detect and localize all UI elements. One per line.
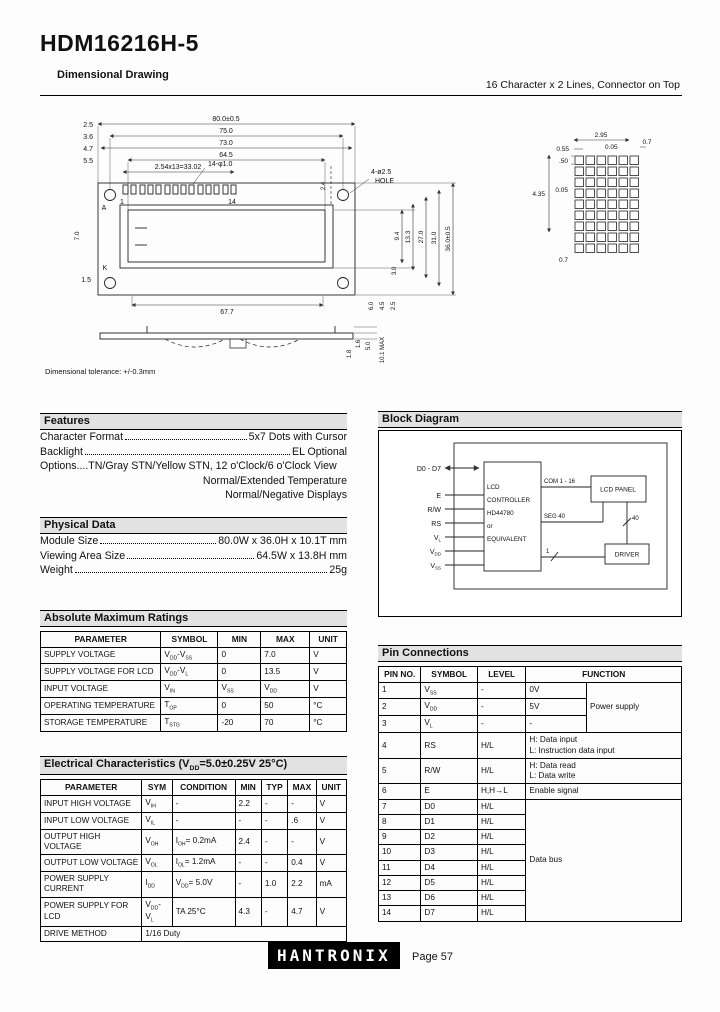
table-cell: 0V	[526, 682, 587, 699]
physical-data-title: Physical Data	[40, 517, 347, 534]
dim-bottom-width: 67.7	[220, 309, 234, 316]
features-section	[40, 413, 347, 503]
dimensional-drawing	[35, 100, 695, 400]
physical-label: Module Size	[40, 535, 99, 547]
table-cell: 0	[218, 698, 261, 715]
header-cell: MAX	[288, 780, 316, 796]
detail-dot-gap-h: 0.05	[605, 144, 618, 151]
table-row	[41, 780, 347, 796]
side-dim-1: 1.6	[356, 339, 362, 349]
table-cell: H/L	[477, 875, 525, 890]
table-cell: $V_{IN}$	[161, 681, 218, 698]
table-cell: 2.2	[288, 872, 316, 898]
table-row	[41, 715, 347, 732]
table-cell: $V_{OL}$	[142, 855, 172, 872]
abs-max-table	[40, 631, 347, 732]
table-cell: -	[261, 812, 287, 829]
table-cell: V	[316, 812, 346, 829]
table-cell: -	[172, 812, 235, 829]
header-cell: PARAMETER	[41, 632, 161, 648]
signal-vdd: $V_{DD}$	[429, 549, 441, 557]
block-diagram-labels	[417, 466, 640, 571]
table-cell: 13.5	[261, 664, 310, 681]
table-cell: 50	[261, 698, 310, 715]
table-cell: $I_{OL}= 1.2mA$	[172, 855, 235, 872]
controller-line-5: EQUIVALENT	[487, 536, 527, 543]
physical-label: Viewing Area Size	[40, 549, 126, 562]
table-cell: 4	[379, 733, 421, 759]
table-cell: E	[421, 784, 478, 799]
table-cell: Data bus	[526, 799, 682, 921]
electrical-title: Electrical Characteristics ($V_{DD}=5.0\pm 0.25V$ 25°C)	[40, 756, 347, 775]
table-cell: -	[235, 855, 261, 872]
table-cell: V	[310, 664, 347, 681]
table-cell: 9	[379, 830, 421, 845]
table-cell: D5	[421, 875, 478, 890]
table-row	[379, 733, 682, 759]
left-dim-2: 3.6	[83, 134, 93, 141]
table-cell: INPUT VOLTAGE	[41, 681, 161, 698]
dim-hole-width: 75.0	[219, 128, 233, 135]
table-cell: -20	[218, 715, 261, 732]
header-right-note: 16 Character x 2 Lines, Connector on Top	[485, 79, 680, 91]
abs-max-title: Absolute Maximum Ratings	[40, 610, 347, 627]
table-row	[41, 647, 347, 664]
table-cell: 7.0	[261, 647, 310, 664]
header-cell: PIN NO.	[379, 667, 421, 683]
right-dim-4: 31.0	[431, 231, 438, 245]
table-cell: 70	[261, 715, 310, 732]
physical-value: 25g	[329, 564, 347, 577]
table-cell: D6	[421, 891, 478, 906]
table-cell: H: Data input L: Instruction data input	[526, 733, 682, 759]
dim-pin-pitch: 2.54x13=33.02	[154, 164, 202, 171]
lcd-panel-label: LCD PANEL	[600, 486, 636, 494]
table-cell: $V_{OH}$	[142, 829, 172, 855]
table-cell: V	[310, 647, 347, 664]
table-cell: H/L	[477, 860, 525, 875]
signal-vl: $V_L$	[433, 535, 441, 543]
table-cell: °C	[310, 715, 347, 732]
header-cell: SYMBOL	[421, 667, 478, 683]
table-row	[379, 799, 682, 814]
table-cell: POWER SUPPLY FOR LCD	[41, 897, 142, 926]
table-row	[41, 829, 347, 855]
side-dim-2: 5.0	[366, 341, 372, 351]
table-cell: $V_{SS}$	[421, 682, 478, 699]
header-rule	[40, 95, 682, 96]
table-cell: -	[477, 682, 525, 699]
table-cell: $V_{DD}= 5.0V$	[172, 872, 235, 898]
signal-d0-d7: D0 - D7	[416, 466, 441, 473]
detail-char-gap-h: 0.7	[642, 139, 652, 146]
table-row	[41, 812, 347, 829]
physical-row	[40, 534, 347, 549]
table-row	[379, 784, 682, 799]
header-cell: SYM	[142, 780, 172, 796]
table-cell: SUPPLY VOLTAGE	[41, 647, 161, 664]
signal-rs: RS	[431, 521, 441, 528]
table-cell: V	[316, 855, 346, 872]
pin-connections-title: Pin Connections	[378, 645, 682, 662]
table-cell: V	[316, 795, 346, 812]
header-cell: PARAMETER	[41, 780, 142, 796]
table-cell: $V_{DD}$	[261, 681, 310, 698]
table-row	[379, 667, 682, 683]
table-cell: $V_{DD}-V_{SS}$	[161, 647, 218, 664]
pin-connections-table	[378, 666, 682, 922]
table-row	[41, 855, 347, 872]
dim-view-width: 64.5	[219, 152, 233, 159]
table-cell: $V_{IL}$	[142, 812, 172, 829]
page-title: HDM16216H-5	[40, 30, 199, 56]
abs-max-section	[40, 610, 347, 732]
side-dim-3: 10.1 MAX	[380, 336, 386, 364]
block-diagram-title: Block Diagram	[378, 411, 682, 428]
table-cell: H/L	[477, 845, 525, 860]
table-cell: 0	[218, 647, 261, 664]
page-number: Page 57	[412, 951, 453, 963]
table-cell: -	[261, 829, 287, 855]
header-cell: MIN	[218, 632, 261, 648]
header-cell: MAX	[261, 632, 310, 648]
left-dim-1: 2.5	[83, 122, 93, 129]
table-cell: D2	[421, 830, 478, 845]
table-cell: H/L	[477, 830, 525, 845]
left-side-dim-1: 7.0	[74, 231, 81, 241]
table-cell: 3	[379, 716, 421, 733]
controller-line-3: HD44780	[487, 510, 514, 517]
table-cell: D4	[421, 860, 478, 875]
right-small-dim-3: 4.5	[380, 301, 386, 311]
table-cell: 1/16 Duty	[142, 926, 347, 941]
table-cell: OPERATING TEMPERATURE	[41, 698, 161, 715]
table-cell: $V_L$	[421, 716, 478, 733]
right-dim-5: 36.0±0.5	[445, 226, 452, 252]
electrical-table	[40, 779, 347, 942]
table-cell: INPUT LOW VOLTAGE	[41, 812, 142, 829]
physical-data-section	[40, 517, 347, 578]
right-dim-2: 13.3	[405, 230, 412, 244]
feature-row	[40, 430, 347, 445]
table-cell: D3	[421, 845, 478, 860]
block-diagram-section	[378, 411, 682, 617]
header-cell: LEVEL	[477, 667, 525, 683]
table-cell: $V_{IH}$	[142, 795, 172, 812]
leader-dots	[125, 439, 247, 440]
table-cell: $T_{OP}$	[161, 698, 218, 715]
right-small-dim-4: 2.5	[391, 301, 397, 311]
table-cell: H/L	[477, 891, 525, 906]
table-cell: -	[235, 872, 261, 898]
detail-char-gap-v: 0.7	[558, 257, 568, 264]
table-cell: V	[310, 681, 347, 698]
leader-dots	[85, 454, 290, 455]
table-cell: -	[288, 795, 316, 812]
table-cell: 7	[379, 799, 421, 814]
controller-line-1: LCD	[487, 484, 500, 491]
dim-total-width: 80.0±0.5	[212, 116, 240, 123]
table-cell: STORAGE TEMPERATURE	[41, 715, 161, 732]
features-title: Features	[40, 413, 347, 430]
table-cell: INPUT HIGH VOLTAGE	[41, 795, 142, 812]
com-label: COM 1 - 16	[544, 479, 576, 485]
drawing-labels	[45, 116, 652, 376]
table-row	[41, 681, 347, 698]
table-cell: -	[477, 716, 525, 733]
corner-holes-label: 4-ø2.5	[371, 169, 392, 176]
pin-first-label: 1	[120, 199, 124, 206]
header-cell: UNIT	[316, 780, 346, 796]
table-cell: -	[477, 699, 525, 716]
left-dim-3: 4.7	[83, 146, 93, 153]
section-subtitle: Dimensional Drawing	[57, 69, 169, 81]
table-cell: DRIVE METHOD	[41, 926, 142, 941]
tolerance-note: Dimensional tolerance: +/-0.3mm	[45, 367, 156, 376]
table-row	[41, 664, 347, 681]
right-small-dim-1: 3.0	[392, 266, 398, 276]
table-cell: H/L	[477, 758, 525, 784]
table-cell: POWER SUPPLY CURRENT	[41, 872, 142, 898]
pin-last-label: 14	[228, 199, 236, 206]
feature-row	[40, 445, 347, 460]
table-cell: 0	[218, 664, 261, 681]
table-cell: V	[316, 829, 346, 855]
table-cell: RS	[421, 733, 478, 759]
physical-value: 64.5W x 13.8H mm	[256, 549, 347, 562]
table-cell: H/L	[477, 733, 525, 759]
physical-row	[40, 563, 347, 578]
header-cell: UNIT	[310, 632, 347, 648]
table-cell: 5	[379, 758, 421, 784]
driver-label: DRIVER	[614, 551, 640, 559]
leader-dots	[100, 543, 216, 544]
electrical-section	[40, 756, 347, 942]
table-cell: 5V	[526, 699, 587, 716]
feature-options-line3: Normal/Negative Displays	[225, 489, 347, 502]
signal-rw: R/W	[427, 507, 441, 514]
header-cell: TYP	[261, 780, 287, 796]
bus-1-label: 1	[546, 549, 550, 555]
table-cell: 4.7	[288, 897, 316, 926]
header-cell: SYMBOL	[161, 632, 218, 648]
feature-options-line2: Normal/Extended Temperature	[202, 474, 347, 487]
table-cell: -	[261, 855, 287, 872]
table-cell: $I_{OH}= 0.2mA$	[172, 829, 235, 855]
hole-label: HOLE	[375, 178, 395, 185]
table-cell: -	[288, 829, 316, 855]
table-cell: SUPPLY VOLTAGE FOR LCD	[41, 664, 161, 681]
pin-connections-section	[378, 645, 682, 922]
table-cell: OUTPUT HIGH VOLTAGE	[41, 829, 142, 855]
table-cell: Enable signal	[526, 784, 682, 799]
table-cell: 8	[379, 814, 421, 829]
table-cell: -	[261, 897, 287, 926]
dim-pin-holes: 14-φ1.0	[208, 161, 233, 168]
detail-char-width: 2.95	[594, 132, 608, 139]
physical-row	[40, 549, 347, 564]
table-cell: $V_{DD}-V_L$	[142, 897, 172, 926]
bus-40-label: 40	[632, 516, 639, 522]
left-side-dim-2: 1.5	[81, 277, 91, 284]
table-row	[41, 872, 347, 898]
table-cell: V	[316, 897, 346, 926]
table-cell: H/L	[477, 906, 525, 921]
row-label-k: K	[102, 265, 108, 272]
controller-line-4: or	[487, 523, 493, 530]
right-dim-3: 27.0	[418, 230, 425, 244]
table-cell: °C	[310, 698, 347, 715]
table-cell: R/W	[421, 758, 478, 784]
header-cell: FUNCTION	[526, 667, 682, 683]
detail-dot-height: .50	[558, 158, 568, 165]
table-cell: D7	[421, 906, 478, 921]
table-cell: OUTPUT LOW VOLTAGE	[41, 855, 142, 872]
detail-dot-width: 0.55	[556, 146, 569, 153]
row-label-a: A	[101, 205, 107, 212]
controller-line-2: CONTROLLER	[487, 497, 531, 504]
detail-dot-gap-v: 0.05	[555, 187, 568, 194]
table-cell: H/L	[477, 814, 525, 829]
header-cell: MIN	[235, 780, 261, 796]
table-cell: -	[261, 795, 287, 812]
table-cell: $V_{DD}-V_L$	[161, 664, 218, 681]
table-cell: 2.4	[235, 829, 261, 855]
table-cell: -	[172, 795, 235, 812]
table-row	[41, 926, 347, 941]
table-cell: 0.4	[288, 855, 316, 872]
table-cell: 2.2	[235, 795, 261, 812]
table-cell: 10	[379, 845, 421, 860]
leader-dots	[127, 558, 254, 559]
table-cell: $V_{DD}$	[421, 699, 478, 716]
table-cell: 1	[379, 682, 421, 699]
table-cell: H/L	[477, 799, 525, 814]
table-cell: $I_{DD}$	[142, 872, 172, 898]
left-dim-4: 5.5	[83, 158, 93, 165]
table-cell: $V_{SS}$	[218, 681, 261, 698]
table-cell: D1	[421, 814, 478, 829]
header-cell: CONDITION	[172, 780, 235, 796]
feature-label: Character Format	[40, 431, 124, 443]
right-small-dim-2: 6.0	[369, 301, 375, 311]
table-row	[379, 682, 682, 699]
feature-value: 5x7 Dots with Cursor	[248, 431, 347, 443]
table-cell: 4.3	[235, 897, 261, 926]
table-cell: .6	[288, 812, 316, 829]
side-dim-4: 1.8	[347, 349, 353, 359]
table-cell: 2	[379, 699, 421, 716]
table-row	[41, 897, 347, 926]
table-cell: Power supply	[587, 682, 682, 733]
table-row	[379, 758, 682, 784]
physical-label: Weight	[40, 564, 73, 577]
table-cell: H: Data read L: Data write	[526, 758, 682, 784]
seg-label: SEG 40	[544, 514, 566, 520]
hantronix-logo: HANTRONIX	[268, 942, 400, 969]
table-cell: 14	[379, 906, 421, 921]
table-row	[41, 698, 347, 715]
feature-options-line: Options....TN/Gray STN/Yellow STN, 12 o'Clock/6 o'Clock View	[40, 460, 337, 473]
block-diagram	[378, 430, 682, 617]
table-cell: 12	[379, 875, 421, 890]
table-cell: $T_{STG}$	[161, 715, 218, 732]
table-cell: 6	[379, 784, 421, 799]
table-cell: -	[235, 812, 261, 829]
signal-vss: $V_{SS}$	[430, 563, 441, 571]
right-dim-1: 9.4	[394, 231, 401, 241]
feature-value: EL Optional	[292, 445, 347, 458]
table-cell: TA 25°C	[172, 897, 235, 926]
table-cell: -	[526, 716, 587, 733]
center-dim: 2.4	[321, 181, 327, 191]
leader-dots	[75, 572, 328, 573]
signal-e: E	[436, 493, 441, 500]
table-cell: 13	[379, 891, 421, 906]
feature-label: Backlight	[40, 445, 83, 458]
dim-pcb-width: 73.0	[219, 140, 233, 147]
table-cell: 11	[379, 860, 421, 875]
table-cell: mA	[316, 872, 346, 898]
table-cell: D0	[421, 799, 478, 814]
table-cell: H,H→L	[477, 784, 525, 799]
detail-char-height: 4.35	[532, 191, 545, 198]
table-row	[41, 795, 347, 812]
table-cell: 1.0	[261, 872, 287, 898]
physical-value: 80.0W x 36.0H x 10.1T mm	[218, 535, 347, 547]
table-row	[41, 632, 347, 648]
